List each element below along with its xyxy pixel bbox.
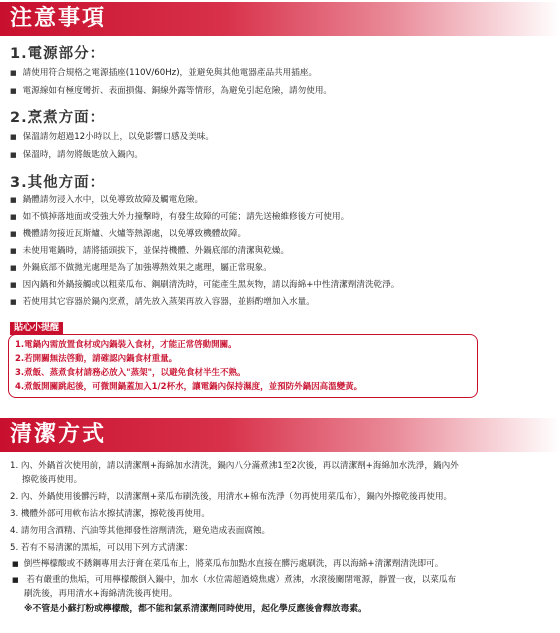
heading-cooking: 2.烹煮方面： xyxy=(10,110,106,126)
cleaning-item-1: 1. 內、外鍋首次使用前，請以清潔劑+海綿加水清洗，鍋內八分滿煮沸1至2次後，再以清潔劑+海綿加水洗淨，鍋內外 擦乾後再使用。 xyxy=(10,461,459,485)
cleaning-item-4: 4. 請勿用含酒精、汽油等其他揮發性溶劑清洗，避免造成表面腐蝕。 xyxy=(10,526,271,536)
tip-line-1: 1.電鍋內需放置食材或內鍋裝入食材，才能正常啓動開關。 xyxy=(15,340,237,350)
other-item-7: ■ 若使用其它容器於鍋內烹煮，請先放入蒸架再放入容器，並斟酌增加入水量。 xyxy=(10,297,315,308)
cleaning-item-3: 3. 機體外部可用軟布沾水擦拭清潔，擦乾後再使用。 xyxy=(10,509,210,519)
heading-other: 3.其他方面： xyxy=(10,175,106,191)
other-item-3: ■ 機體請勿接近瓦斯爐、火爐等熱源處，以免導致機體故障。 xyxy=(10,229,246,240)
cleaning-warning: ※不管是小蘇打粉或檸檬酸，都不能和氯系清潔劑同時使用，起化學反應後會釋放毒素。 xyxy=(24,604,367,614)
cleaning-item-5: 5. 若有不易清潔的黑垢，可以用下列方式清潔： xyxy=(10,543,193,553)
cleaning-sub-1: ■ 倒些檸檬酸或不銹鋼專用去汙膏在菜瓜布上，將菜瓜布加點水直接在髒污處刷洗，再以海綿+清潔劑清洗即可。 xyxy=(12,557,443,571)
other-item-4: ■ 未使用電鍋時，請將插頭拔下，並保持機體、外鍋底部的清潔與乾燥。 xyxy=(10,246,289,257)
other-item-5: ■ 外鍋底部不做拋光處理是為了加強導熱效果之處理，屬正常現象。 xyxy=(10,263,272,274)
other-item-2: ■ 如不慎掉落地面或受強大外力撞擊時，有發生故障的可能；請先送檢維修後方可使用。 xyxy=(10,212,349,223)
other-item-6: ■ 因內鍋和外鍋接觸或以粗菜瓜布、鋼刷清洗時，可能產生黑灰物，請以海綿+中性清潔劑清洗乾淨。 xyxy=(10,280,399,291)
section-banner-cleaning: 清潔方式 xyxy=(0,418,560,452)
tip-line-4: 4.煮飯開關跳起後，可微開鍋蓋加入1/2杯水，讓電鍋內保持濕度，並預防外鍋因高溫變黃。 xyxy=(15,382,363,392)
heading-power: 1.電源部分： xyxy=(10,46,106,62)
power-item-1: ■ 請使用符合規格之電源插座(110V/60Hz)，並避免與其他電器產品共用插座。 xyxy=(10,68,317,79)
power-item-2: ■ 電源線如有極度彎折、表面損傷、銅線外露等情形，為避免引起危險，請勿使用。 xyxy=(10,86,332,97)
other-item-1: ■ 鍋體請勿浸入水中，以免導致故障及觸電危險。 xyxy=(10,195,203,206)
tips-box xyxy=(8,334,478,398)
tips-label: 貼心小提醒 xyxy=(10,322,63,335)
tip-line-2: 2.若開關無法啓動，請確認內鍋食材重量。 xyxy=(15,354,178,364)
cleaning-item-2: 2. 內、外鍋使用後髒污時，以清潔劑+菜瓜布刷洗後，用清水+棉布洗淨（勿再使用菜瓜布），鍋內外擦乾後再使用。 xyxy=(10,492,453,502)
cooking-item-2: ■ 保溫時，請勿將飯匙放入鍋內。 xyxy=(10,150,143,161)
section-banner-notes: 注意事項 xyxy=(0,2,560,36)
cleaning-sub-2: ■ 若有嚴重的焦垢，可用檸檬酸倒入鍋中，加水（水位需超過燒焦處）煮沸，水滾後關閉電源，靜置一夜，以菜瓜布 刷洗後，再用清水+海綿清洗後再使用。 xyxy=(12,573,456,601)
tip-line-3: 3.煮飯、蒸煮食材請務必放入"蒸架"，以避免食材半生不熟。 xyxy=(15,368,246,378)
cooking-item-1: ■ 保溫請勿超過12小時以上，以免影響口感及美味。 xyxy=(10,132,214,143)
